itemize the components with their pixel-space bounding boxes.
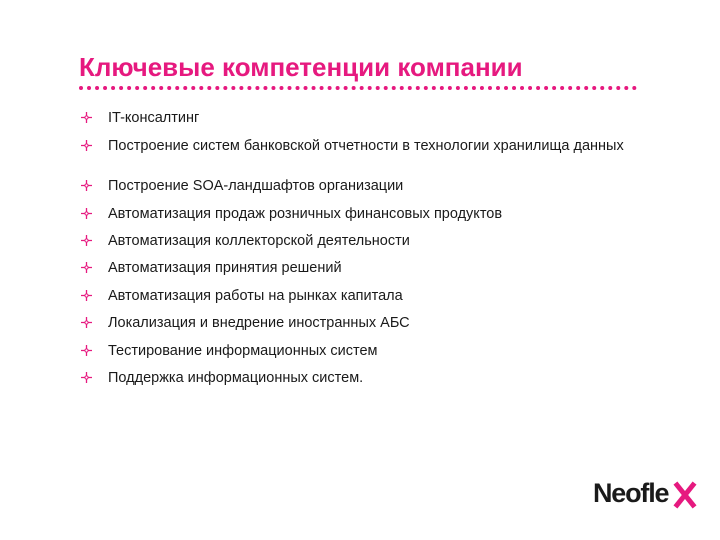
list-item-text: Автоматизация работы на рынках капитала xyxy=(108,288,403,304)
plus-bullet-icon xyxy=(80,316,93,329)
title-dotted-underline xyxy=(79,86,637,90)
plus-bullet-icon xyxy=(80,111,93,124)
plus-bullet-icon xyxy=(80,207,93,220)
list-item-text: Поддержка информационных систем. xyxy=(108,370,364,386)
list-item-text: IT-консалтинг xyxy=(108,110,200,126)
list-item-text: Локализация и внедрение иностранных АБС xyxy=(108,315,410,331)
plus-bullet-icon xyxy=(80,344,93,357)
plus-bullet-icon xyxy=(80,139,93,152)
slide-title: Ключевые компетенции компании xyxy=(79,52,523,82)
plus-bullet-icon xyxy=(80,234,93,247)
neoflex-logo xyxy=(592,475,698,509)
logo-wordmark: Neofle xyxy=(593,478,669,508)
list-item-text: Тестирование информационных систем xyxy=(108,343,378,359)
plus-bullet-icon xyxy=(80,179,93,192)
plus-bullet-icon xyxy=(80,261,93,274)
list-item-text: Автоматизация принятия решений xyxy=(108,260,342,276)
logo-x-mark xyxy=(677,485,693,505)
list-item-text: Автоматизация коллекторской деятельности xyxy=(108,233,410,249)
list-item-text: Построение SOA-ландшафтов организации xyxy=(108,178,404,194)
plus-bullet-icon xyxy=(80,371,93,384)
list-item-text: Автоматизация продаж розничных финансовых продуктов xyxy=(108,206,503,222)
plus-bullet-icon xyxy=(80,289,93,302)
list-item-text: Построение систем банковской отчетности в технологии хранилища данных xyxy=(108,138,624,154)
